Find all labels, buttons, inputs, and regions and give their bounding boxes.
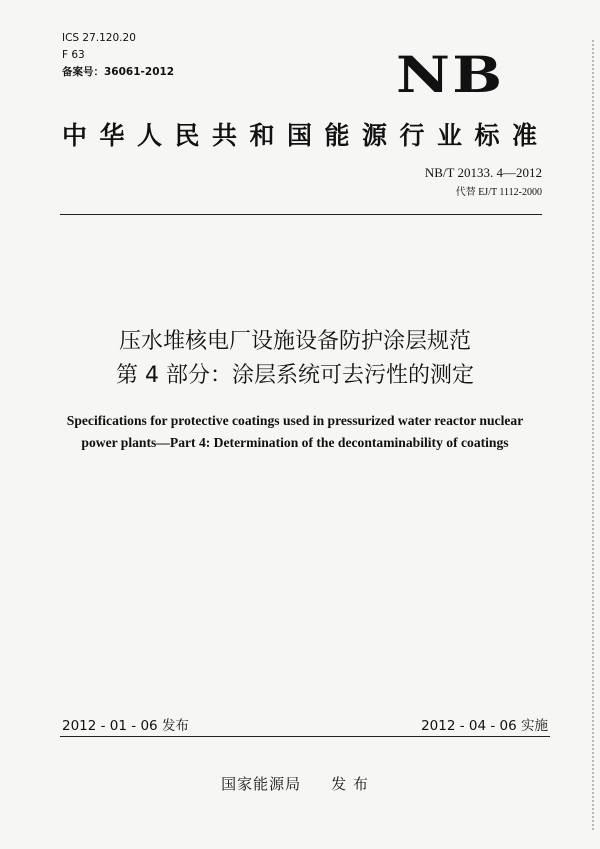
standard-number: NB/T 20133. 4—2012 xyxy=(424,165,542,180)
classification-block xyxy=(62,30,174,81)
ccs-code: F 63 xyxy=(62,49,85,61)
english-title-line-1: Specifications for protective coatings used in pressurized water reactor nuclear xyxy=(66,413,524,428)
nb-logo: NB xyxy=(396,45,505,104)
ics-code: ICS 27.120.20 xyxy=(62,32,136,44)
scan-edge xyxy=(592,40,594,830)
footer-divider xyxy=(60,736,550,737)
issuer-name: 国家能源局 xyxy=(221,775,302,793)
industry-standard-title: 中华人民共和国能源行业标准 xyxy=(62,121,550,150)
implementation-date: 2012 - 04 - 06 实施 xyxy=(421,718,548,734)
chinese-title-line-2: 第 4 部分：涂层系统可去污性的测定 xyxy=(116,363,474,388)
english-title xyxy=(0,410,590,454)
replaces-standard: 代替 EJ/T 1112-2000 xyxy=(455,187,542,198)
chinese-title xyxy=(0,325,590,393)
issuer-action: 发 布 xyxy=(331,775,369,793)
filing-number: 备案号：36061-2012 xyxy=(62,66,175,78)
chinese-title-line-1: 压水堆核电厂设施设备防护涂层规范 xyxy=(118,329,471,354)
issuer-line xyxy=(0,773,590,794)
issue-date: 2012 - 01 - 06 发布 xyxy=(62,718,189,734)
english-title-line-2: power plants—Part 4: Determination of the decontaminability of coatings xyxy=(81,435,509,450)
header-divider xyxy=(60,214,542,215)
